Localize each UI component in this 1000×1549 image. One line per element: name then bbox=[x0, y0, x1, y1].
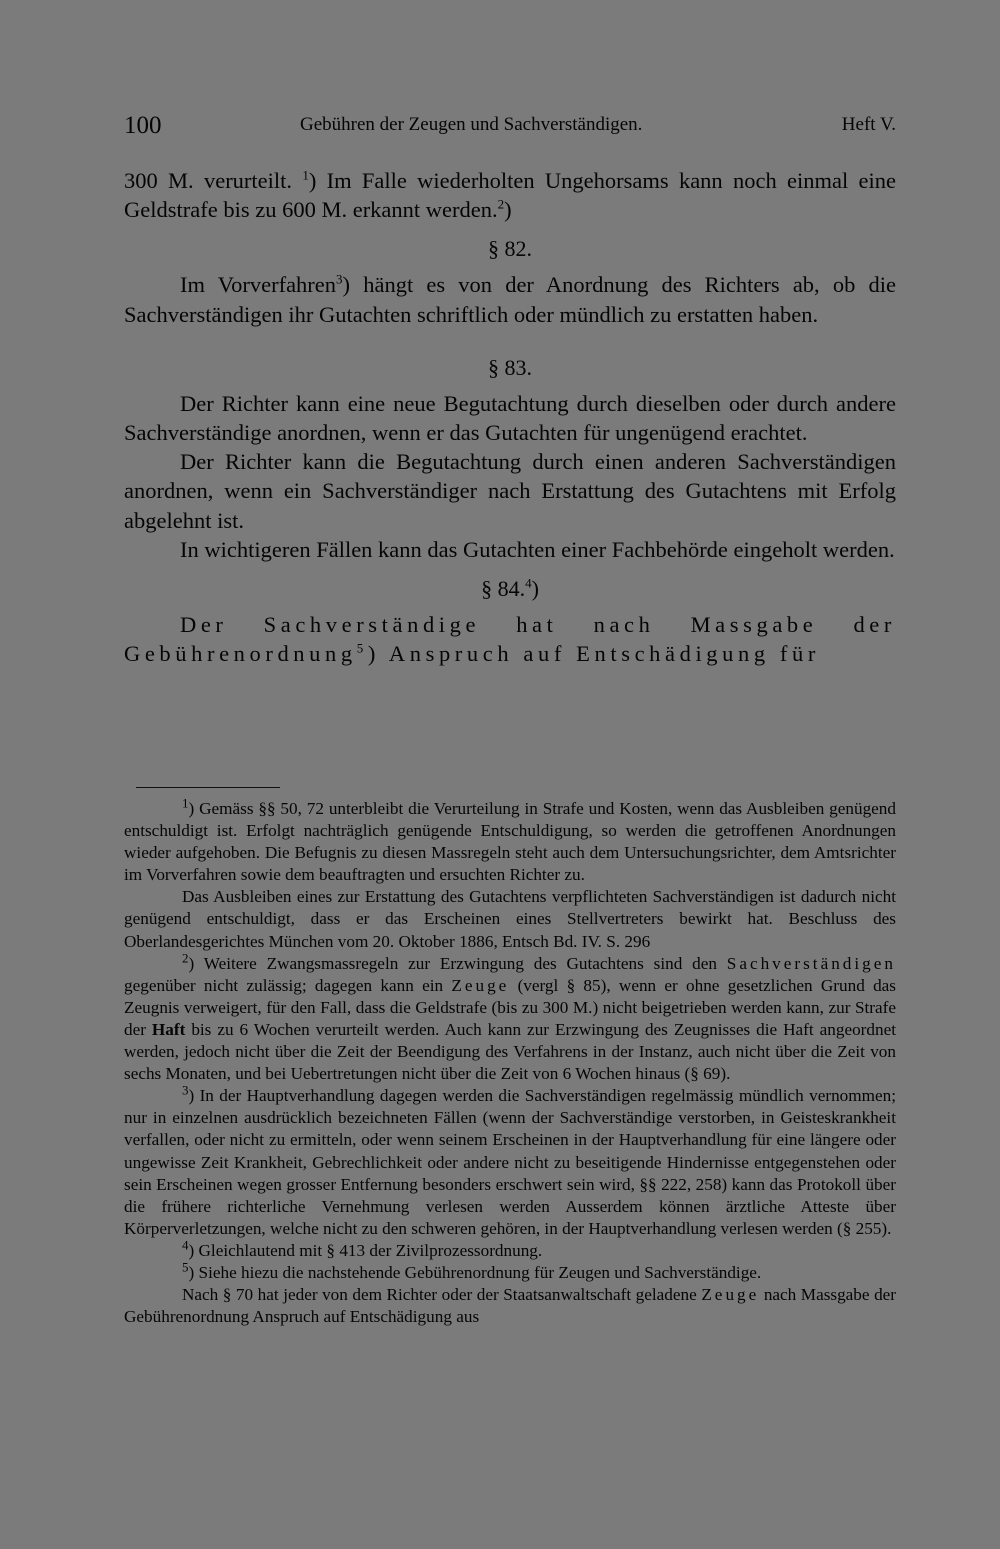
issue-label: Heft V. bbox=[841, 114, 896, 135]
section-heading-82: § 82. bbox=[488, 236, 532, 262]
running-title: Gebühren der Zeugen und Sachverständigen. bbox=[300, 114, 643, 135]
paragraph bbox=[124, 270, 896, 328]
footnote-mark: 4 bbox=[182, 1237, 189, 1253]
page-number: 100 bbox=[124, 112, 162, 139]
footnote-1-continued: Das Ausbleiben eines zur Erstattung des Gutachtens verpflichteten Sachverständigen ist dadurch nicht genügend entschuldigt, dass er das Erscheinen eines Stellvertreters bewirkt hat. Beschluss des Oberlandesgerichtes München vom 20. Oktober 1886, Entsch Bd. IV. S. 296 bbox=[124, 887, 896, 951]
footnote-ref: 5 bbox=[356, 640, 368, 656]
text: bis zu 6 Wochen verurteilt werden. Auch kann zur Erzwingung des Zeugnisses die Haft angeordnet werden, jedoch nicht über die Zeit der Beendigung des Verfahrens in der Instanz, auch nicht über die Zeit von sechs Monaten, und bei Uebertretungen nicht über die Zeit von 6 Wochen hinaus (§ 69). bbox=[124, 1019, 897, 1084]
paragraph: Der Richter kann die Begutachtung durch einen anderen Sachverständigen anordnen, wenn ein Sachverständiger nach Erstattung des Gutachtens mit Erfolg abgelehnt ist. bbox=[124, 449, 896, 533]
emphasis: Sachverständigen bbox=[726, 953, 896, 973]
text: ) Weitere Zwangsmassregeln zur Erzwingung des Gutachtens sind den bbox=[188, 953, 717, 973]
emphasis: Zeuge bbox=[701, 1285, 760, 1305]
footnote-mark: 1 bbox=[182, 795, 189, 811]
text: gegenüber nicht zulässig; dagegen kann ein bbox=[124, 975, 444, 995]
text: ) bbox=[531, 576, 539, 602]
text: Nach § 70 hat jeder von dem Richter oder der Staatsanwaltschaft geladene bbox=[182, 1285, 697, 1305]
text: (vergl § 85), wenn er ohne gesetzlichen Grund das Zeugnis verweigert, für den Fall, dass die Geldstrafe (bis zu 300 M.) nicht beigetrieben werden kann, zur Strafe der bbox=[124, 975, 896, 1039]
footnote-2 bbox=[124, 949, 897, 1086]
footnote-1 bbox=[124, 795, 896, 886]
text: ) hängt es von der Anordnung des Richters ab, ob die Sachverständigen ihr Gutachten schriftlich oder mündlich zu erstatten haben. bbox=[124, 272, 896, 327]
main-text bbox=[124, 166, 896, 668]
footnote-mark: 5 bbox=[182, 1259, 189, 1275]
footnote-5-continued bbox=[124, 1284, 896, 1328]
footnote-ref: 4 bbox=[525, 575, 532, 591]
footnote-ref: 3 bbox=[336, 271, 343, 287]
paragraph bbox=[124, 610, 896, 668]
text: ) Anspruch auf Entschädigung für bbox=[367, 641, 820, 667]
footnote-mark: 3 bbox=[182, 1082, 189, 1098]
footnote-3 bbox=[124, 1082, 896, 1240]
emphasis: Zeuge bbox=[451, 975, 510, 995]
text: ) Siehe hiezu die nachstehende Gebührenordnung für Zeugen und Sachverständige. bbox=[188, 1262, 762, 1282]
footnote-5 bbox=[124, 1259, 896, 1284]
paragraph: Der Richter kann eine neue Begutachtung durch dieselben oder durch andere Sachverständige anordnen, wenn er das Gutachten für ungenügend erachtet. bbox=[124, 390, 896, 446]
section-heading-84 bbox=[124, 574, 896, 604]
footnote-ref: 2 bbox=[497, 196, 505, 212]
text: ) Gemäss §§ 50, 72 unterbleibt die Verurteilung in Strafe und Kosten, wenn das Ausbleiben genügend entschuldigt ist. Erfolgt nachträglich genügende Entschuldigung, so werden die getroffenen Anordnungen wieder aufgehoben. Die Befugnis zu diesen Massregeln steht auch dem Untersuchungsrichter, dem Amtsrichter im Vorverfahren sowie dem beauftragten und ersuchten Richter zu. bbox=[124, 799, 896, 885]
section-heading-83: § 83. bbox=[488, 354, 532, 380]
text: Im Vorverfahren bbox=[180, 272, 337, 298]
text: ) In der Hauptverhandlung dagegen werden die Sachverständigen regelmässig mündlich vernommen; nur in einzelnen ausdrücklich bezeichneten Fällen (wenn der Sachverständige verstorben, in Geisteskrankheit verfallen, oder nicht zu ermitteln, oder wenn seinem Erscheinen in der Hauptverhandlung für eine längere oder ungewisse Zeit Krankheit, Gebrechlichkeit oder andere nicht zu beseitigende Hindernisse entgegenstehen oder sein Erscheinen wegen grosser Entfernung besonders erschwert sein wird, §§ 222, 258) kann das Protokoll über die frühere richterliche Vernehmung verlesen werden Ausserdem können ärztliche Atteste über Körperverletzungen, welche nicht zu den schweren gehören, in der Hauptverhandlung verlesen werden (§ 255). bbox=[124, 1086, 896, 1238]
paragraph: In wichtigeren Fällen kann das Gutachten einer Fachbehörde eingeholt werden. bbox=[180, 536, 895, 562]
text: § 84. bbox=[481, 576, 526, 602]
footnote-divider bbox=[136, 787, 280, 788]
text: 300 M. verurteilt. bbox=[124, 168, 293, 193]
text: nach Massgabe der Gebührenordnung Anspruch auf Entschädigung aus bbox=[124, 1285, 897, 1327]
text: ) bbox=[504, 197, 512, 223]
footnote-4 bbox=[124, 1237, 896, 1262]
page-header bbox=[124, 112, 896, 142]
text: ) Gleichlautend mit § 413 der Zivilprozessordnung. bbox=[188, 1240, 543, 1260]
paragraph bbox=[124, 166, 896, 224]
text: ) Im Falle wiederholten Ungehorsams kann noch einmal eine Geldstrafe bis zu 600 M. erkannt werden. bbox=[124, 168, 896, 223]
bold-term: Haft bbox=[151, 1019, 186, 1039]
footnote-mark: 2 bbox=[182, 949, 189, 965]
footnote-ref: 1 bbox=[302, 167, 309, 183]
footnotes bbox=[124, 795, 897, 1328]
text: Der Sachverständige hat nach Massgabe der Gebührenordnung bbox=[124, 612, 896, 667]
